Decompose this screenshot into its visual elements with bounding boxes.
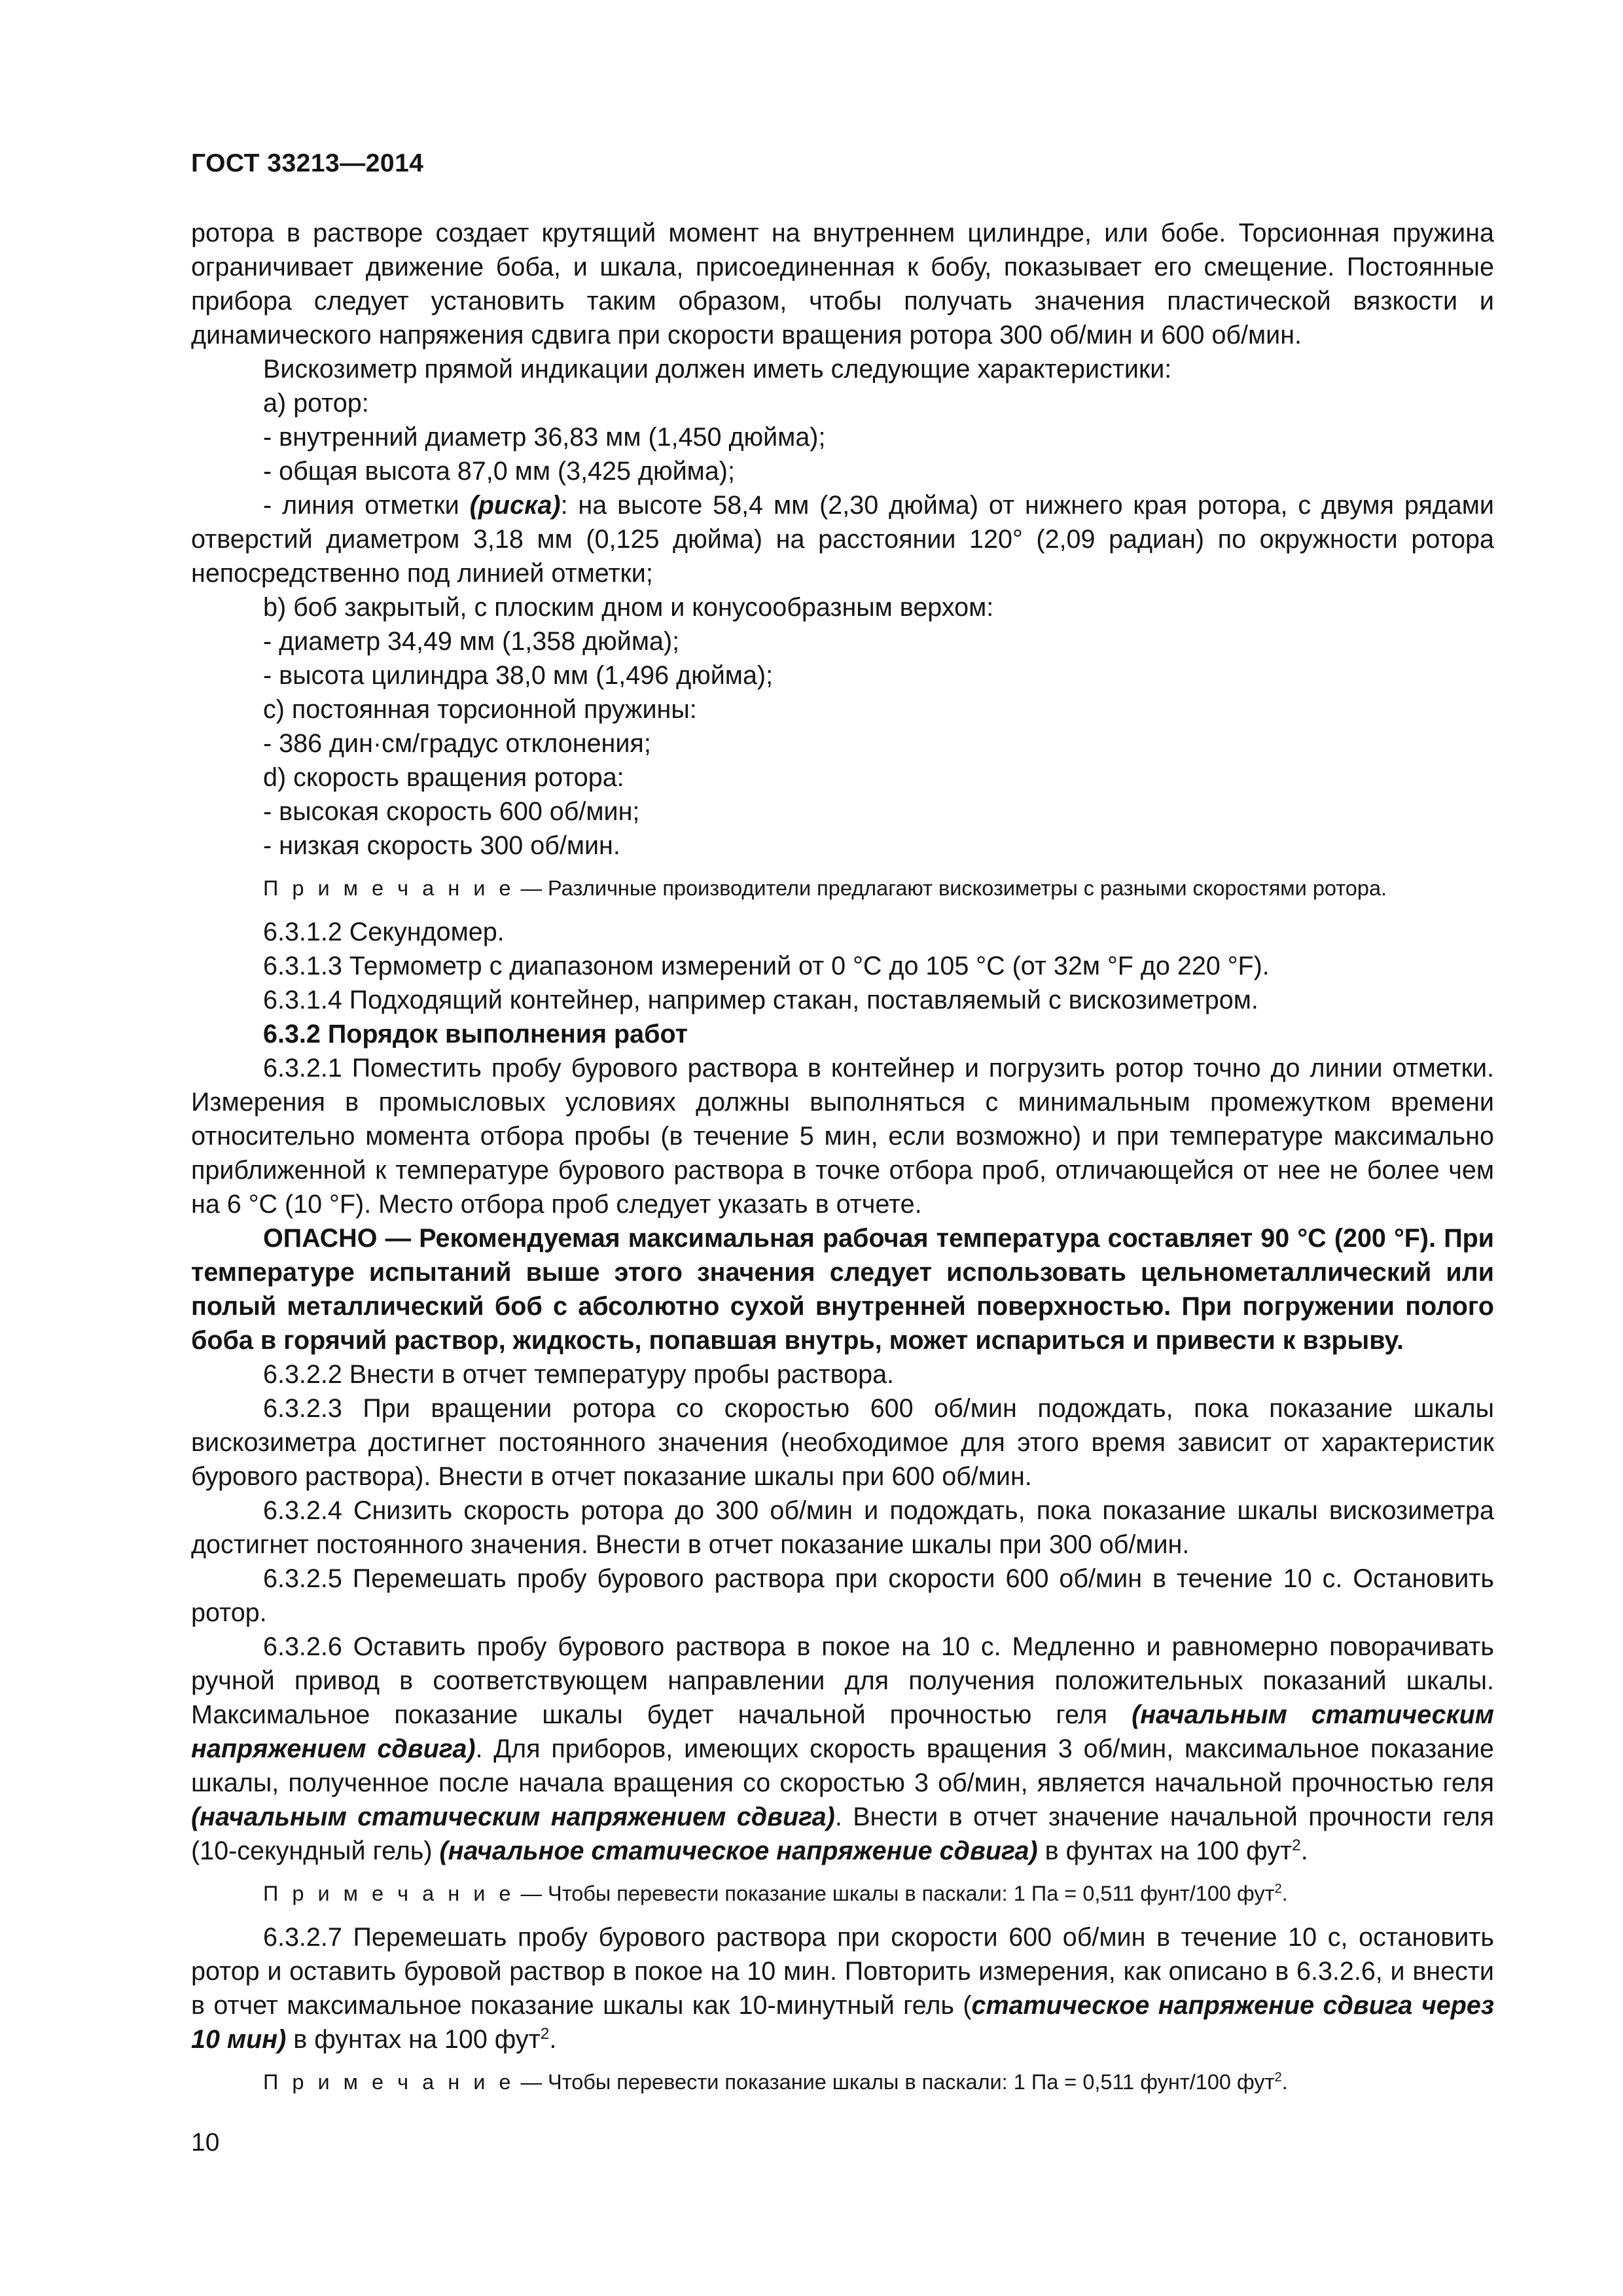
spec-rotor-title: а) ротор: bbox=[263, 389, 369, 418]
spec-rotor-mark-line: - линия отметки (риска): на высоте 58,4 мм (2,30 дюйма) от нижнего края ротора, с двумя рядами отверстий диаметром 3,18 мм (0,125 дюйма) на расстоянии 120° (2,09 радиан) по окружности ротора непосредственно под линией отметки; bbox=[191, 491, 1494, 588]
item-6-3-2-1: 6.3.2.1 Поместить пробу бурового раствора в контейнер и погрузить ротор точно до линии отметки. Измерения в промысловых условиях должны выполняться с минимальным промежутком времени относительно момента отбора пробы (в течение 5 мин, если возможно) и при температуре максимально приближенной к температуре бурового раствора в точке отбора проб, отличающейся от нее не более чем на 6 °С (10 °F). Место отбора проб следует указать в отчете. bbox=[191, 1054, 1494, 1219]
item-6-3-2-4: 6.3.2.4 Снизить скорость ротора до 300 об/мин и подождать, пока показание шкалы вискозиметра достигнет постоянного значения. Внести в отчет показание шкалы при 300 об/мин. bbox=[191, 1496, 1494, 1559]
section-6-3-2-title: 6.3.2 Порядок выполнения работ bbox=[263, 1020, 688, 1049]
danger-warning: ОПАСНО — Рекомендуемая максимальная рабочая температура составляет 90 °С (200 °F). При температуре испытаний выше этого значения следует использовать цельнометаллический или полый металлический боб с абсолютно сухой внутренней поверхностью. При погружении полого боба в горячий раствор, жидкость, попавшая внутрь, может испариться и привести к взрыву. bbox=[191, 1224, 1494, 1355]
item-6-3-2-5: 6.3.2.5 Перемешать пробу бурового раствора при скорости 600 об/мин в течение 10 с. Остановить ротор. bbox=[191, 1564, 1494, 1627]
spec-spring-value: - 386 дин·см/градус отклонения; bbox=[263, 729, 651, 758]
spec-bob-height: - высота цилиндра 38,0 мм (1,496 дюйма); bbox=[263, 661, 774, 690]
spec-spring-title: с) постоянная торсионной пружины: bbox=[263, 695, 697, 724]
spec-rotor-height: - общая высота 87,0 мм (3,425 дюйма); bbox=[263, 457, 735, 486]
item-6-3-1-4: 6.3.1.4 Подходящий контейнер, например стакан, поставляемый с вискозиметром. bbox=[263, 986, 1258, 1014]
item-6-3-2-3: 6.3.2.3 При вращении ротора со скоростью 600 об/мин подождать, пока показание шкалы вискозиметра достигнет постоянного значения (необходимое для этого время зависит от характеристик бурового раствора). Внести в отчет показание шкалы при 600 об/мин. bbox=[191, 1394, 1494, 1491]
item-6-3-1-3: 6.3.1.3 Термометр с диапазоном измерений от 0 °С до 105 °С (от 32м °F до 220 °F). bbox=[263, 952, 1270, 980]
item-6-3-2-7: 6.3.2.7 Перемешать пробу бурового раствора при скорости 600 об/мин в течение 10 с, остановить ротор и оставить буровой раствор в покое на 10 мин. Повторить измерения, как описано в 6.3.2.6, и внести в отчет максимальное показание шкалы как 10-минутный гель (статическое напряжение сдвига через 10 мин) в фунтах на 100 фут$^2$. bbox=[191, 1923, 1494, 2054]
document-body bbox=[191, 216, 1494, 2109]
spec-rotor-diameter: - внутренний диаметр 36,83 мм (1,450 дюйма); bbox=[263, 423, 826, 452]
intro-paragraph: ротора в растворе создает крутящий момент на внутреннем цилиндре, или бобе. Торсионная пружина ограничивает движение боба, и шкала, присоединенная к бобу, показывает его смещение. Постоянные прибора следует установить таким образом, чтобы получать значения пластической вязкости и динамического напряжения сдвига при скорости вращения ротора 300 об/мин и 600 об/мин. bbox=[191, 219, 1494, 350]
note-3: П р и м е ч а н и е — Чтобы перевести показание шкалы в паскали: 1 Па = 0,511 фунт/100 фут$^2$. bbox=[263, 2070, 1288, 2094]
spec-bob-diameter: - диаметр 34,49 мм (1,358 дюйма); bbox=[263, 627, 680, 656]
note-1: П р и м е ч а н и е — Различные производители предлагают вискозиметры с разными скоростями ротора. bbox=[263, 876, 1387, 900]
spec-speed-low: - низкая скорость 300 об/мин. bbox=[263, 831, 620, 860]
spec-bob-title: b) боб закрытый, с плоским дном и конусообразным верхом: bbox=[263, 593, 994, 622]
item-6-3-2-2: 6.3.2.2 Внести в отчет температуру пробы раствора. bbox=[263, 1360, 895, 1389]
document-header: ГОСТ 33213—2014 bbox=[191, 149, 424, 177]
note-2: П р и м е ч а н и е — Чтобы перевести показание шкалы в паскали: 1 Па = 0,511 фунт/100 фут$^2$. bbox=[263, 1882, 1288, 1905]
spec-speed-title: d) скорость вращения ротора: bbox=[263, 763, 624, 792]
item-6-3-2-6: 6.3.2.6 Оставить пробу бурового раствора в покое на 10 с. Медленно и равномерно поворачивать ручной привод в соответствующем направлении для получения положительных показаний шкалы. Максимальное показание шкалы будет начальной прочностью геля (начальным статическим напряжением сдвига). Для приборов, имеющих скорость вращения 3 об/мин, максимальное показание шкалы, полученное после начала вращения со скоростью 3 об/мин, является начальной прочностью геля (начальным статическим напряжением сдвига). Внести в отчет значение начальной прочности геля (10-секундный гель) (начальное статическое напряжение сдвига) в фунтах на 100 фут$^2$. bbox=[191, 1632, 1494, 1865]
viscometer-requirements: Вискозиметр прямой индикации должен иметь следующие характеристики: bbox=[263, 355, 1172, 384]
item-6-3-1-2: 6.3.1.2 Секундомер. bbox=[263, 918, 505, 946]
spec-speed-high: - высокая скорость 600 об/мин; bbox=[263, 797, 640, 826]
page-number: 10 bbox=[191, 2128, 220, 2157]
